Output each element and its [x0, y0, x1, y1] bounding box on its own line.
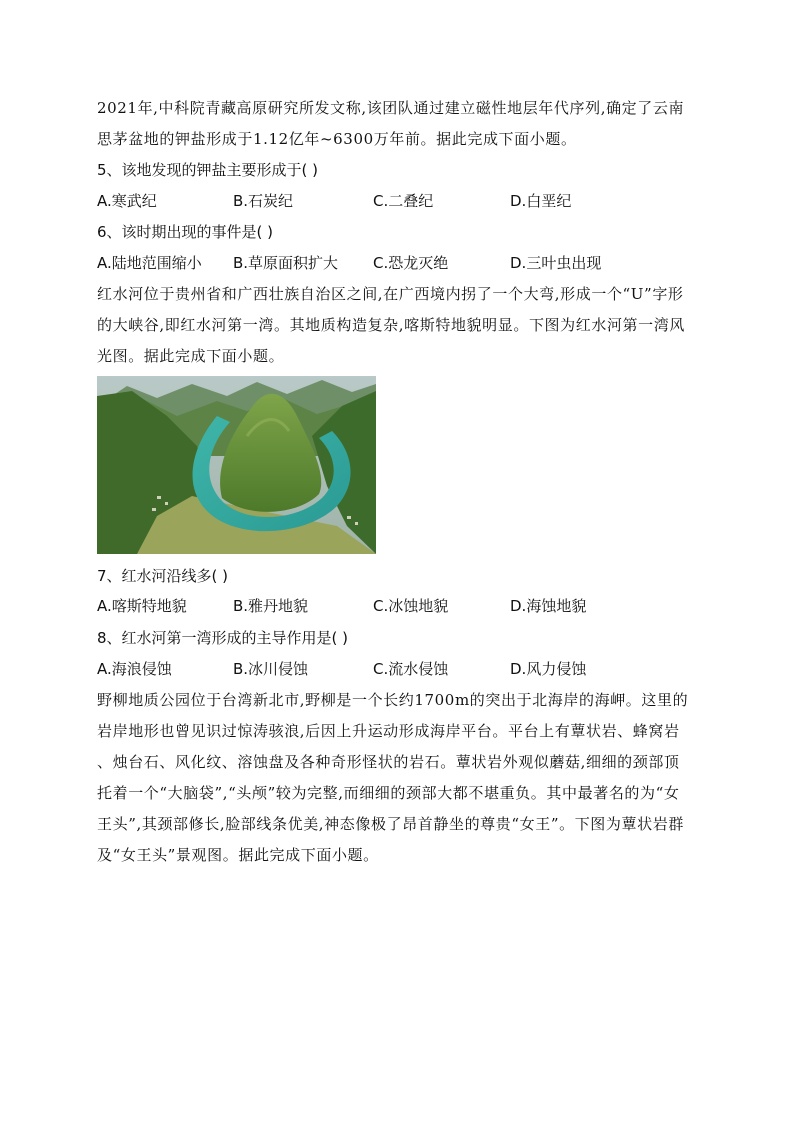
passage2-line-1: 红水河位于贵州省和广西壮族自治区之间,在广西境内拐了一个大弯,形成一个“U”字形 — [97, 285, 684, 303]
question-6-stem: 6、该时期出现的事件是( ) — [97, 223, 274, 241]
passage3-line-3: 、烛台石、风化纹、溶蚀盘及各种奇形怪状的岩石。蕈状岩外观似蘑菇,细细的颈部顶 — [97, 753, 680, 771]
q7-option-a: A.喀斯特地貌 — [97, 597, 187, 615]
q7-option-d: D.海蚀地貌 — [510, 597, 587, 615]
passage3-line-2: 岩岸地形也曾见识过惊涛骇浪,后因上升运动形成海岸平台。平台上有蕈状岩、蜂窝岩 — [97, 722, 680, 740]
passage2-line-2: 的大峡谷,即红水河第一湾。其地质构造复杂,喀斯特地貌明显。下图为红水河第一湾风 — [97, 316, 685, 334]
q5-option-b: B.石炭纪 — [233, 192, 294, 210]
question-5-stem: 5、该地发现的钾盐主要形成于( ) — [97, 161, 319, 179]
q7-option-c: C.冰蚀地貌 — [373, 597, 449, 615]
passage1-line-1: 2021年,中科院青藏高原研究所发文称,该团队通过建立磁性地层年代序列,确定了云南 — [97, 99, 685, 117]
q8-option-d: D.风力侵蚀 — [510, 660, 587, 678]
passage3-line-4: 托着一个“大脑袋”,“头颅”较为完整,而细细的颈部大都不堪重负。其中最著名的为“女 — [97, 784, 680, 802]
q6-option-d: D.三叶虫出现 — [510, 254, 602, 272]
question-8-stem: 8、红水河第一湾形成的主导作用是( ) — [97, 629, 349, 647]
passage1-line-2: 思茅盆地的钾盐形成于1.12亿年~6300万年前。据此完成下面小题。 — [97, 130, 577, 148]
passage3-line-5: 王头”,其颈部修长,脸部线条优美,神态像极了昂首静坐的尊贵“女王”。下图为蕈状岩群 — [97, 815, 684, 833]
question-7-stem: 7、红水河沿线多( ) — [97, 567, 229, 585]
q6-option-a: A.陆地范围缩小 — [97, 254, 202, 272]
q5-option-d: D.白垩纪 — [510, 192, 572, 210]
q6-option-b: B.草原面积扩大 — [233, 254, 339, 272]
q8-option-a: A.海浪侵蚀 — [97, 660, 172, 678]
q5-option-c: C.二叠纪 — [373, 192, 434, 210]
q6-option-c: C.恐龙灭绝 — [373, 254, 449, 272]
passage3-line-1: 野柳地质公园位于台湾新北市,野柳是一个长约1700m的突出于北海岸的海岬。这里的 — [97, 691, 689, 709]
q5-option-a: A.寒武纪 — [97, 192, 157, 210]
passage3-line-6: 及“女王头”景观图。据此完成下面小题。 — [97, 846, 379, 864]
q7-option-b: B.雅丹地貌 — [233, 597, 309, 615]
q8-option-c: C.流水侵蚀 — [373, 660, 449, 678]
q8-option-b: B.冰川侵蚀 — [233, 660, 309, 678]
hongshui-river-bend-photo — [97, 376, 376, 554]
passage2-line-3: 光图。据此完成下面小题。 — [97, 347, 285, 365]
